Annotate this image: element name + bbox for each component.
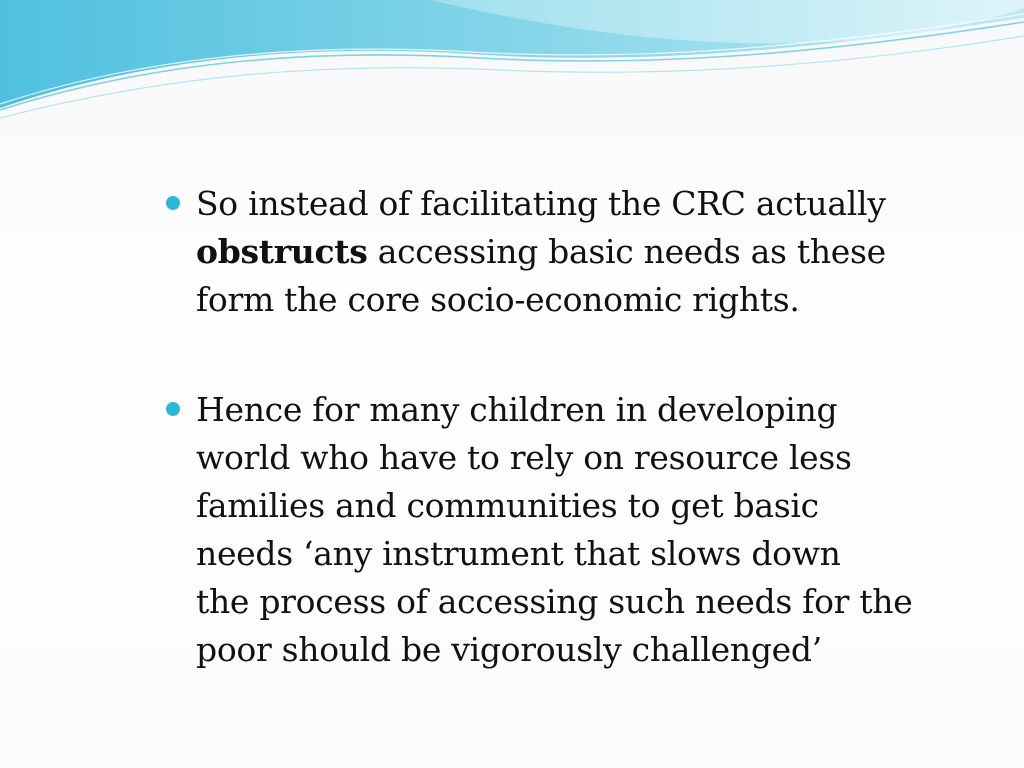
line-text: the process of accessing such needs for the <box>196 582 913 621</box>
bullet-line <box>196 482 946 530</box>
line-text: world who have to rely on resource less <box>196 438 852 477</box>
line-text: poor should be vigorously challenged’ <box>196 630 822 669</box>
line-text: families and communities to get basic <box>196 486 819 525</box>
bullet-line <box>196 386 946 434</box>
bullet-line <box>196 626 946 674</box>
bullet-dot-icon <box>166 196 180 210</box>
emphasized-text: obstructs <box>196 232 368 271</box>
header-wave-decoration <box>0 0 1024 130</box>
line-text: Hence for many children in developing <box>196 390 838 429</box>
bullet-item-1 <box>166 180 946 324</box>
bullet-line <box>196 578 946 626</box>
line-text: accessing basic needs as these <box>367 232 886 271</box>
line-text: form the core socio-economic rights. <box>196 280 800 319</box>
bullet-line <box>196 228 946 276</box>
bullet-line <box>196 434 946 482</box>
line-text: needs ‘any instrument that slows down <box>196 534 841 573</box>
bullet-dot-icon <box>166 402 180 416</box>
bullet-text <box>196 180 946 324</box>
bullet-line <box>196 276 946 324</box>
bullet-line <box>196 180 946 228</box>
bullet-line <box>196 530 946 578</box>
bullet-text <box>196 386 946 674</box>
slide-body <box>166 180 946 674</box>
line-text: So instead of facilitating the CRC actually <box>196 184 886 223</box>
bullet-item-2 <box>166 386 946 674</box>
